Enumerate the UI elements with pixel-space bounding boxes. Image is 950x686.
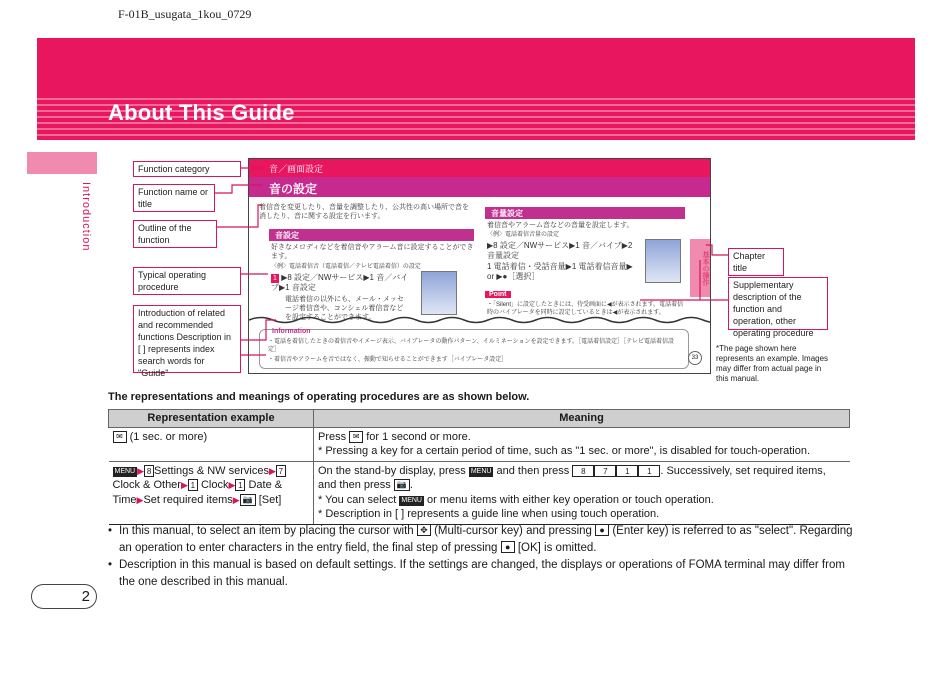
information-text-2: ・着信音やアラームを音ではなく、振動で知らせることができます［バイブレータ設定］ (268, 357, 508, 363)
key-1-icon: 1 (638, 465, 660, 477)
key-8-icon: 8 (144, 465, 154, 477)
cell-representation-2 (109, 461, 314, 524)
page-title: About This Guide (108, 100, 295, 125)
sample-step-1-text: ▶8 設定／NWサービス▶1 音／バイブ▶1 音設定 (271, 273, 409, 292)
page-number-badge (31, 584, 97, 609)
table-header-row (109, 410, 850, 428)
multi-cursor-key-icon: ✥ (417, 524, 431, 536)
cell-meaning-2 (314, 461, 850, 524)
cell-meaning-1 (314, 427, 850, 461)
key-7-icon: 7 (276, 465, 286, 477)
representation-table (108, 409, 850, 525)
sample-outline: 着信音を変更したり、音量を調整したり、公共性の高い場所で音を消したり、音に関する設定を行います。 (259, 204, 469, 220)
menu-key-icon: MENU (401, 496, 422, 504)
cell-text: (1 sec. or more) (129, 430, 208, 443)
arrow-icon: ▶ (228, 480, 236, 490)
bullet-text: [OK] is omitted. (517, 542, 597, 554)
cell-text: On the stand-by display, press (318, 464, 466, 477)
point-text: ・「Silent」に設定したときには、待受画面に◀が表示されます。電話着信時のバイブレータを同時に設定しているときは◀が表示されます。 (487, 302, 684, 316)
cell-note: * Description in [ ] represents a guide line when using touch operation. (318, 508, 660, 520)
sample-section-sound-text: 好きなメロディなどを着信音やアラーム音に設定することができます。 (271, 244, 474, 260)
callout-outline: Outline of the function (133, 220, 217, 248)
table-row (109, 461, 850, 524)
enter-key-icon: ● (595, 524, 609, 536)
sample-page (248, 158, 711, 374)
menu-item-text: Date & Time (112, 479, 283, 506)
sample-step-2a: ▶8 設定／NWサービス▶1 音／バイブ▶2 音量設定 (487, 241, 633, 260)
title-banner (37, 38, 915, 140)
cell-text: . (409, 479, 413, 491)
key-1-icon: 1 (188, 479, 198, 491)
sample-section-volume: 音量設定 (485, 207, 685, 219)
sample-step-2b: 1 電話着信・受話音量▶1 電話着信音量▶ or ▶●［選択］ (487, 262, 633, 281)
sample-step-1-note: 電話着信の以外にも、メール・メッセージ着信音や、コンシェル着信音などを設定することができます。 (285, 296, 404, 321)
key-1-icon: 1 (616, 465, 638, 477)
callout-supplementary: Supplementary description of the function and operation, other operating procedure (728, 277, 828, 330)
notes-list (108, 523, 856, 591)
list-item (108, 557, 856, 591)
cell-text: Press (318, 430, 347, 443)
callout-chapter-title: Chapter title (728, 248, 784, 276)
example-page-note: *The page shown here represents an example. Images may differ from actual page in this manual. (716, 344, 829, 383)
callout-function-name: Function name or title (133, 184, 215, 212)
callout-function-category: Function category (133, 161, 241, 177)
arrow-icon: ▶ (136, 494, 144, 505)
sample-step-1 (271, 273, 411, 293)
arrow-icon: ▶ (137, 465, 145, 476)
information-label: Information (272, 328, 311, 335)
mail-key-icon: ✉ (349, 431, 363, 443)
camera-key-icon: 📷 (240, 494, 256, 506)
menu-item-text: [Set] (258, 493, 282, 506)
sample-function-name: 音の設定 (249, 177, 710, 197)
sample-page-number: 33 (688, 351, 702, 365)
column-header-representation: Representation example (109, 410, 314, 428)
sample-example-2: 〈例〉電話着信音量の設定 (487, 232, 560, 238)
cell-note: * Pressing a key for a certain period of time, such as "1 sec. or more", is disabled for touch-operation. (318, 445, 811, 457)
callout-typical-procedure: Typical operating procedure (133, 267, 241, 295)
sample-example-1: 〈例〉電話着信音（電話着信／テレビ電話着信）の設定 (271, 264, 421, 270)
camera-key-icon: 📷 (394, 479, 410, 491)
cell-text: for 1 second or more. (366, 430, 471, 443)
point-label: Point (485, 291, 511, 298)
section-tab (27, 152, 97, 174)
column-header-meaning: Meaning (314, 410, 850, 428)
menu-item-text: Settings & NW services (154, 464, 269, 477)
menu-key-icon: MENU (114, 467, 136, 475)
cell-note: * You can select (318, 493, 397, 506)
cell-note: or menu items with either key operation or touch operation. (427, 493, 714, 506)
menu-key-icon: MENU (470, 467, 492, 475)
key-7-icon: 7 (594, 465, 616, 477)
sample-section-sound: 音設定 (269, 229, 474, 241)
phone-screen-image-2 (645, 239, 681, 283)
key-8-icon: 8 (572, 465, 594, 477)
key-1-icon: 1 (235, 479, 245, 491)
sample-information-box (259, 329, 689, 369)
menu-item-text: Set required items (143, 493, 233, 506)
bullet-text: (Enter key) is referred to as "select". Regarding an operation to enter characters in the entry field, the final step of pressing (119, 525, 853, 554)
document-code: F-01B_usugata_1kou_0729 (118, 7, 252, 21)
cell-text: . Successively, set required items, and then press (318, 464, 826, 491)
mail-key-icon: ✉ (113, 431, 127, 443)
section-label: Introduction (80, 182, 92, 252)
cell-text: and then press (496, 464, 570, 477)
callout-related-functions: Introduction of related and recommended functions Description in [ ] represents index search words for "Guide" (133, 305, 241, 373)
bullet-text: In this manual, to select an item by placing the cursor with (119, 525, 414, 537)
phone-screen-image (421, 271, 457, 315)
menu-item-text: Clock (200, 479, 229, 491)
arrow-icon: ▶ (268, 465, 276, 476)
sample-category-bar: 音／画面設定 (249, 159, 710, 177)
table-heading: The representations and meanings of operating procedures are as shown below. (108, 391, 530, 403)
sample-section-volume-text: 着信音やアラーム音などの音量を設定します。 (487, 222, 634, 229)
step-number: 1 (271, 274, 279, 283)
arrow-icon: ▶ (180, 480, 188, 490)
list-item (108, 523, 856, 557)
enter-key-icon: ● (501, 541, 515, 553)
menu-item-text: Clock & Other (112, 479, 181, 491)
bullet-text: (Multi-cursor key) and pressing (434, 525, 592, 537)
table-row (109, 427, 850, 461)
page-number: 2 (81, 588, 90, 605)
information-text-1: ・電話を着信したときの着信音やイメージ表示、バイブレータの動作パターン、イルミネーションを設定できます。［電話着信設定］［テレビ電話着信設定］ (268, 339, 674, 353)
bullet-text: Description in this manual is based on default settings. If the settings are changed, the displays or operations of FOMA terminal may differ from the one described in this manual. (119, 559, 845, 588)
sample-chapter-tab: 基本の操作 (690, 239, 710, 297)
cell-representation-1 (109, 427, 314, 461)
page-tear-line (249, 315, 710, 325)
arrow-icon: ▶ (232, 494, 240, 505)
